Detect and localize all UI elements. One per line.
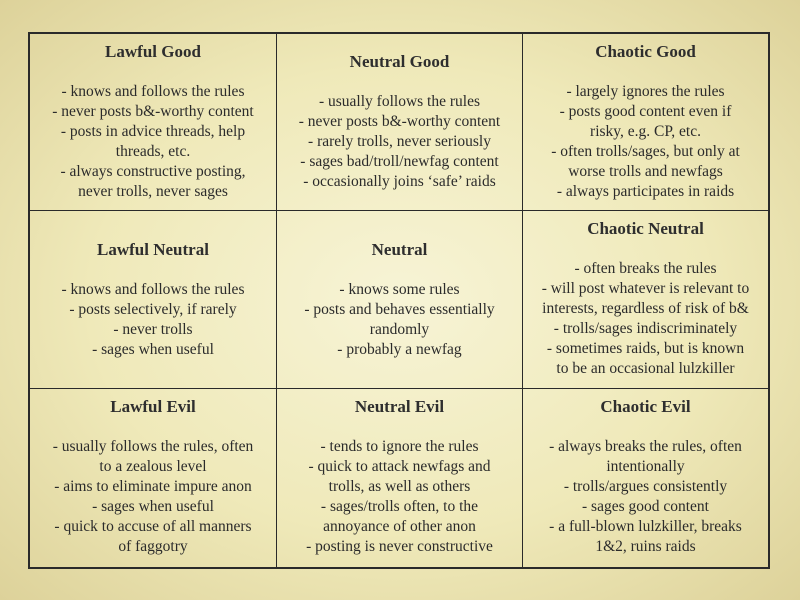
cell-line: - sages bad/troll/newfag content: [300, 153, 499, 170]
cell-neutral-evil: [277, 389, 523, 567]
cell-line: - posts and behaves essentially: [304, 300, 495, 318]
cell-line: - knows some rules: [339, 280, 460, 298]
cell-title: Chaotic Evil: [600, 397, 691, 416]
cell-lines: [53, 437, 254, 557]
cell-line: annoyance of other anon: [323, 518, 476, 535]
cell-lines: [299, 92, 500, 192]
cell-line: - quick to accuse of all manners: [54, 518, 252, 535]
cell-line: of faggotry: [118, 538, 188, 555]
cell-lines: [542, 259, 749, 379]
cell-title: Neutral Evil: [354, 397, 445, 416]
cell-line: - always constructive posting,: [60, 163, 246, 180]
cell-lawful-evil: [30, 389, 277, 567]
cell-line: - always participates in raids: [556, 183, 735, 200]
cell-lawful-neutral: [30, 211, 277, 389]
cell-title: Lawful Evil: [110, 397, 196, 416]
cell-line: - never posts b&-worthy content: [52, 103, 254, 120]
cell-neutral-good: [277, 34, 523, 211]
cell-title: Neutral Good: [349, 52, 450, 71]
cell-line: - often trolls/sages, but only at: [551, 143, 740, 160]
alignment-chart-table: [28, 32, 770, 569]
cell-line: to a zealous level: [99, 458, 207, 475]
cell-title: Lawful Good: [105, 42, 201, 61]
cell-line: worse trolls and newfags: [568, 163, 723, 180]
cell-line: - sages good content: [582, 498, 709, 515]
cell-line: - rarely trolls, never seriously: [308, 133, 491, 150]
cell-lines: [62, 280, 245, 360]
cell-line: trolls, as well as others: [328, 478, 471, 495]
cell-line: - often breaks the rules: [574, 260, 717, 277]
cell-line: - posts in advice threads, help: [60, 123, 246, 140]
cell-line: to be an occasional lulzkiller: [556, 360, 735, 377]
cell-title: Chaotic Neutral: [587, 219, 704, 238]
cell-line: - never trolls: [113, 320, 193, 338]
cell-line: - quick to attack newfags and: [308, 458, 491, 475]
cell-line: - will post whatever is relevant to: [541, 280, 750, 297]
cell-line: - usually follows the rules, often: [52, 438, 254, 455]
cell-lines: [304, 280, 494, 360]
cell-line: intentionally: [606, 458, 685, 475]
cell-line: 1&2, ruins raids: [595, 538, 696, 555]
cell-line: - probably a newfag: [337, 340, 462, 358]
cell-line: never trolls, never sages: [78, 183, 228, 200]
cell-chaotic-good: [523, 34, 768, 211]
cell-neutral: [277, 211, 523, 389]
cell-line: - sages when useful: [92, 340, 214, 358]
cell-line: - never posts b&-worthy content: [298, 113, 501, 130]
cell-line: risky, e.g. CP, etc.: [590, 123, 701, 140]
cell-line: - tends to ignore the rules: [320, 438, 479, 455]
cell-line: threads, etc.: [115, 143, 191, 160]
cell-line: - knows and follows the rules: [61, 280, 245, 298]
cell-line: - a full-blown lulzkiller, breaks: [549, 518, 742, 535]
cell-chaotic-neutral: [523, 211, 768, 389]
cell-line: interests, regardless of risk of b&: [542, 300, 749, 317]
cell-line: - occasionally joins ‘safe’ raids: [303, 173, 496, 190]
cell-chaotic-evil: [523, 389, 768, 567]
cell-line: - knows and follows the rules: [61, 83, 245, 100]
cell-title: Neutral: [371, 239, 428, 259]
cell-title: Chaotic Good: [595, 42, 696, 61]
cell-lines: [549, 437, 742, 557]
cell-lawful-good: [30, 34, 277, 211]
cell-line: - sages when useful: [92, 498, 214, 515]
cell-line: randomly: [369, 320, 430, 338]
cell-line: - posting is never constructive: [306, 538, 493, 555]
cell-line: - trolls/sages indiscriminately: [553, 320, 738, 337]
cell-line: - sages/trolls often, to the: [320, 498, 479, 515]
cell-line: - trolls/argues consistently: [563, 478, 728, 495]
cell-line: - posts selectively, if rarely: [69, 300, 237, 318]
cell-line: - usually follows the rules: [318, 93, 480, 110]
cell-line: - aims to eliminate impure anon: [54, 478, 252, 495]
cell-line: - always breaks the rules, often: [549, 438, 742, 455]
cell-title: Lawful Neutral: [97, 239, 209, 259]
cell-lines: [551, 82, 740, 202]
cell-lines: [306, 437, 493, 557]
cell-line: - sometimes raids, but is known: [546, 340, 745, 357]
cell-lines: [52, 82, 253, 202]
cell-line: - largely ignores the rules: [566, 83, 725, 100]
cell-line: - posts good content even if: [559, 103, 732, 120]
